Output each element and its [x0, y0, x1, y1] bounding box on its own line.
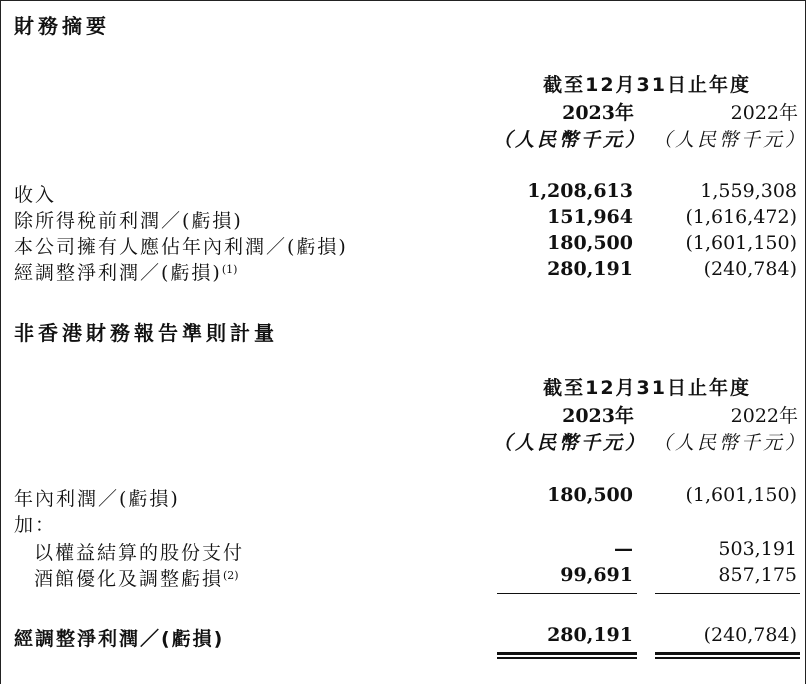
unit-prior-header: （人民幣千元） — [652, 432, 807, 454]
value-current: 99,691 — [560, 564, 633, 586]
year-prior-header: 2022年 — [730, 405, 798, 427]
unit-current-header: （人民幣千元） — [492, 129, 647, 151]
section-title-non-hkfrs-measures: 非香港財務報告準則計量 — [14, 321, 278, 345]
footnote-marker: (1) — [221, 263, 238, 276]
year-current-header: 2023年 — [562, 102, 634, 124]
row-label-text: 酒館優化及調整虧損 — [34, 568, 224, 590]
table-row — [0, 484, 806, 510]
row-label: 加： — [14, 514, 57, 536]
total-current: 280,191 — [547, 624, 633, 646]
value-prior: (1,601,150) — [685, 232, 797, 254]
year-prior-header: 2022年 — [730, 102, 798, 124]
table-row — [0, 180, 806, 206]
footnote-marker: (2) — [223, 569, 239, 582]
table-row — [0, 206, 806, 232]
row-label: 收入 — [14, 184, 57, 206]
row-label: 以權益結算的股份支付 — [34, 542, 245, 564]
value-current: 280,191 — [547, 258, 633, 280]
table-row — [0, 258, 806, 284]
value-current: 151,964 — [547, 206, 633, 228]
value-prior: 503,191 — [718, 538, 797, 560]
section-title-financial-summary: 財務摘要 — [14, 14, 110, 38]
value-prior: 857,175 — [718, 564, 797, 586]
row-label — [14, 258, 237, 285]
period-header: 截至12月31日止年度 — [543, 74, 751, 96]
value-current: — — [614, 538, 633, 560]
subtotal-rule-current — [497, 593, 637, 594]
unit-current-header: （人民幣千元） — [492, 432, 647, 454]
total-label: 經調整淨利潤／(虧損) — [14, 628, 225, 650]
total-double-rule-prior — [655, 652, 800, 659]
row-label: 年內利潤／(虧損) — [14, 488, 180, 510]
row-label — [34, 564, 239, 591]
total-double-rule-current — [497, 652, 637, 659]
subtotal-rule-prior — [655, 593, 800, 594]
value-prior: (1,616,472) — [685, 206, 797, 228]
value-current: 180,500 — [547, 232, 633, 254]
table-row — [0, 232, 806, 258]
unit-prior-header: （人民幣千元） — [652, 129, 807, 151]
year-current-header: 2023年 — [562, 405, 634, 427]
row-label-text: 經調整淨利潤／(虧損) — [14, 262, 222, 284]
row-label: 除所得稅前利潤／(虧損) — [14, 210, 243, 232]
period-header: 截至12月31日止年度 — [543, 377, 751, 399]
value-prior: (1,601,150) — [685, 484, 797, 506]
table-row — [0, 510, 806, 536]
table-row — [0, 564, 806, 590]
value-current: 1,208,613 — [527, 180, 633, 202]
value-current: 180,500 — [547, 484, 633, 506]
total-prior: (240,784) — [703, 624, 797, 646]
table-row — [0, 538, 806, 564]
row-label: 本公司擁有人應佔年內利潤／(虧損) — [14, 236, 348, 258]
total-row — [0, 624, 806, 650]
value-prior: (240,784) — [703, 258, 797, 280]
value-prior: 1,559,308 — [700, 180, 797, 202]
